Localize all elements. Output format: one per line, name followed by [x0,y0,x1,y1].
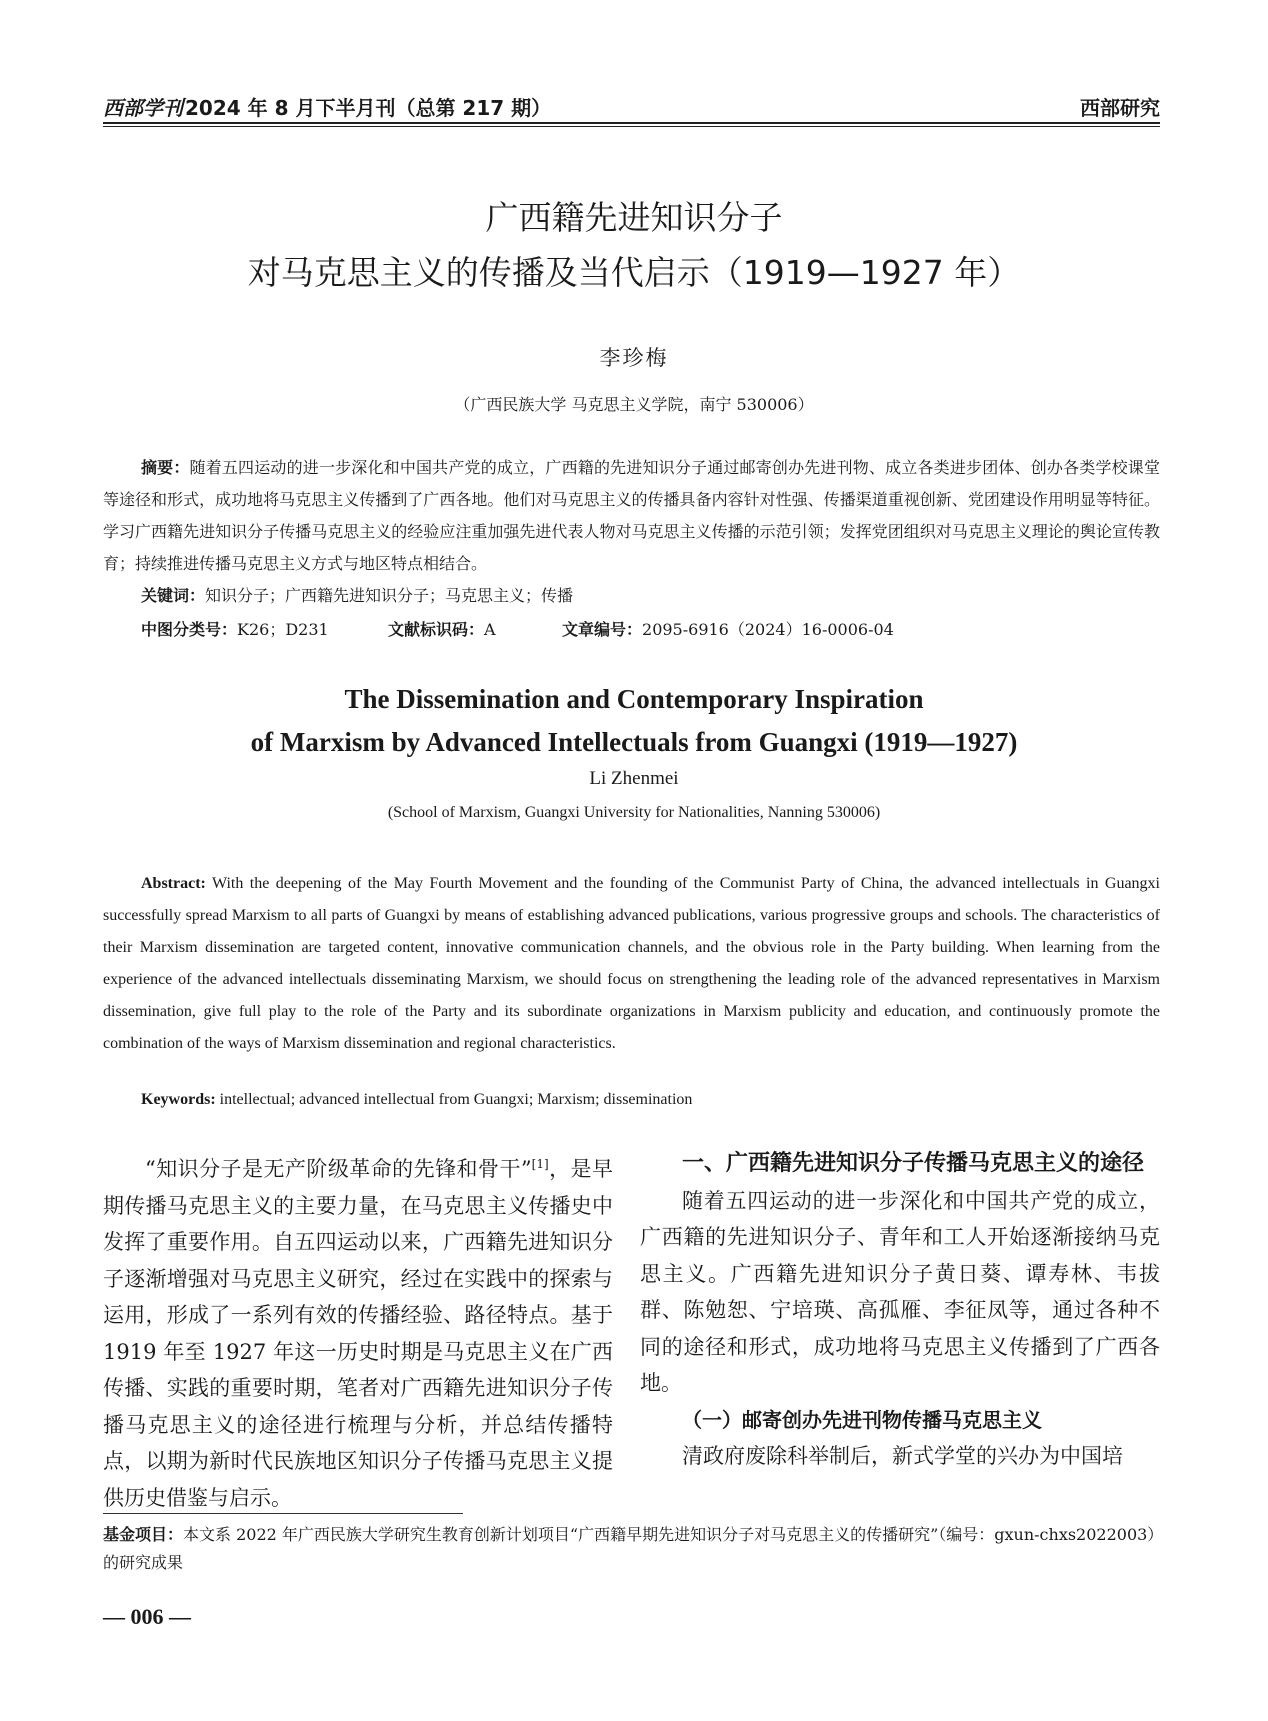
doc-code [388,616,496,644]
keywords-en [141,1086,692,1114]
title-cn-line2: 对马克思主义的传播及当代启示（1919—1927 年） [247,253,1021,292]
section-name: 西部研究 [1080,96,1160,120]
clc-value: K26；D231 [237,620,329,639]
title-en-line1: The Dissemination and Contemporary Inspiration [344,684,924,714]
article-number-value: 2095-6916（2024）16-0006-04 [642,620,894,639]
citation-ref: [1] [531,1157,549,1171]
intro-quote: “知识分子是无产阶级革命的先锋和骨干” [145,1157,532,1181]
intro-text: ，是早期传播马克思主义的主要力量，在马克思主义传播史中发挥了重要作用。自五四运动以来，广西籍先进知识分子逐渐增强对马克思主义研究，经过在实践中的探索与运用，形成了一系列有效的传播经验、路径特点。基于 1919 年至 1927 年这一历史时期是马克思主义在广西传播、实践的重要时期，笔者对广西籍先进知识分子传播马克思主义的途径进行梳理与分析，并总结传播特点，以期为新时代民族地区知识分子传播马克思主义提供历史借鉴与启示。 [103,1157,613,1510]
header-rule [103,122,1160,124]
page-number: — 006 — [103,1604,191,1629]
doc-code-label: 文献标识码： [388,620,485,639]
abstract-cn-label: 摘要： [141,458,190,477]
abstract-en-label: Abstract: [141,875,206,892]
affiliation-en: (School of Marxism, Guangxi University for Nationalities, Nanning 530006) [387,804,881,821]
body-column-right [640,1146,1160,1475]
clc-number [141,616,329,644]
intro-paragraph [103,1146,613,1516]
author-en: Li Zhenmei [589,768,679,789]
affiliation-cn: （广西民族大学 马克思主义学院，南宁 530006） [454,395,814,414]
abstract-cn [103,452,1160,580]
footnote-rule [103,1513,463,1514]
author-cn: 李珍梅 [599,346,669,370]
abstract-en-text: With the deepening of the May Fourth Movement and the founding of the Communist Party of China, the advanced intellectuals in Guangxi successfully spread Marxism to all parts of Guangxi by means of establishing advanced publications, various progressive groups and schools. The characteristics of their Marxism dissemination are targeted content, innovative communication channels, and the obvious role in the Party building. When learning from the experience of the advanced intellectuals disseminating Marxism, we should focus on strengthening the leading role of the advanced representatives in Marxism dissemination, give full play to the role of the Party and its subordinate organizations in Marxism publicity and education, and continuously promote the combination of the ways of Marxism dissemination and regional characteristics. [103,875,1160,1052]
clc-label: 中图分类号： [141,620,238,639]
doc-code-value: A [484,620,496,639]
keywords-en-label: Keywords: [141,1091,216,1108]
keywords-en-text: intellectual; advanced intellectual from Guangxi; Marxism; dissemination [215,1091,693,1108]
funding-footnote [103,1521,1160,1577]
article-number-label: 文章编号： [562,620,643,639]
abstract-en [103,868,1160,1060]
footnote-text: 本文系 2022 年广西民族大学研究生教育创新计划项目“广西籍早期先进知识分子对马克思主义的传播研究”（编号：gxun-chxs2022003）的研究成果 [103,1525,1156,1572]
abstract-cn-text: 随着五四运动的进一步深化和中国共产党的成立，广西籍的先进知识分子通过邮寄创办先进刊物、成立各类进步团体、创办各类学校课堂等途径和形式，成功地将马克思主义传播到了广西各地。他们对马克思主义的传播具备内容针对性强、传播渠道重视创新、党团建设作用明显等特征。学习广西籍先进知识分子传播马克思主义的经验应注重加强先进代表人物对马克思主义传播的示范引领；发挥党团组织对马克思主义理论的舆论宣传教育；持续推进传播马克思主义方式与地区特点相结合。 [103,458,1160,573]
body-column-left [103,1146,613,1516]
issue-info: 2024 年 8 月下半月刊（总第 217 期） [185,96,552,120]
section-heading-1-text: 一、广西籍先进知识分子传播马克思主义的途径 [682,1151,1145,1176]
section-heading-1 [640,1146,1160,1183]
journal-issue [103,92,551,121]
title-en-line2: of Marxism by Advanced Intellectuals from Guangxi (1919—1927) [250,727,1018,757]
keywords-cn-label: 关键词： [141,586,206,605]
header-rule-thin [103,126,1160,127]
journal-logo: 西部学刊 [103,96,183,120]
subsection1-paragraph: 清政府废除科举制后，新式学堂的兴办为中国培 [682,1444,1123,1468]
keywords-cn [141,582,573,610]
footnote-label: 基金项目： [103,1525,184,1544]
article-number [562,616,894,644]
keywords-cn-text: 知识分子；广西籍先进知识分子；马克思主义；传播 [205,586,574,605]
subsection-heading-1: （一）邮寄创办先进刊物传播马克思主义 [682,1407,1042,1432]
running-header [103,86,1160,126]
section1-paragraph: 随着五四运动的进一步深化和中国共产党的成立，广西籍的先进知识分子、青年和工人开始逐渐接纳马克思主义。广西籍先进知识分子黄日葵、谭寿林、韦拔群、陈勉恕、宁培瑛、高孤雁、李征凤等，通过各种不同的途径和形式，成功地将马克思主义传播到了广西各地。 [640,1188,1160,1395]
title-cn-line1: 广西籍先进知识分子 [485,198,783,237]
